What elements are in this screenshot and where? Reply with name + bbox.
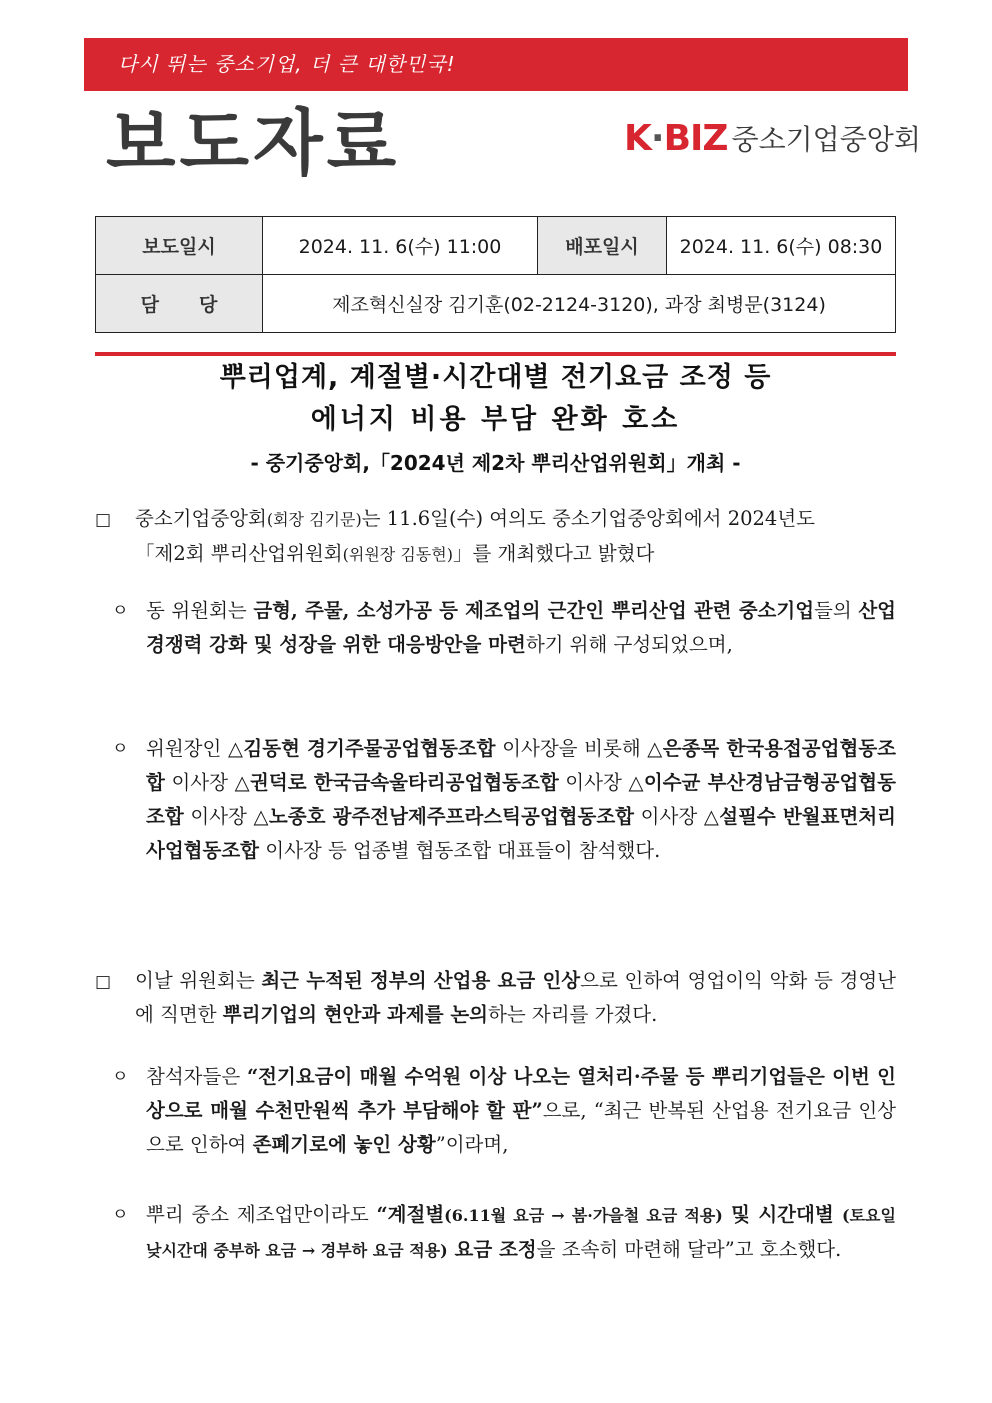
paragraph-2: ㅇ 동 위원회는 금형, 주물, 소성가공 등 제조업의 근간인 뿌리산업 관련 중소기업들의 산업 경쟁력 강화 및 성장을 위한 대응방안을 마련하기 위해 구성되었으며, (112, 594, 896, 662)
logo-mark: K·BIZ (624, 117, 728, 159)
paragraph-1: □ 중소기업중앙회(회장 김기문)는 11.6일(수) 여의도 중소기업중앙회에서 2024년도 「제2회 뿌리산업위원회(위원장 김동현)」를 개최했다고 밝혔다 (95, 502, 896, 572)
contact-label: 담당 (96, 275, 263, 333)
square-bullet-icon: □ (95, 972, 112, 992)
release-date-value: 2024. 11. 6(수) 11:00 (263, 217, 538, 275)
press-release-title: 보도자료 (106, 101, 401, 185)
release-info-table (95, 216, 896, 333)
slogan-banner (84, 38, 908, 91)
slogan-text: 다시 뛰는 중소기업, 더 큰 대한민국! (118, 52, 456, 76)
paragraph-3: ㅇ 위원장인 △김동현 경기주물공업협동조합 이사장을 비롯해 △은종목 한국용접공업협동조합 이사장 △권덕로 한국금속울타리공업협동조합 이사장 △이수균 부산경남금형공업협동조합 이사장 △노종호 광주전남제주프라스틱공업협동조합 이사장 △설필수 반월표면처리사업협동조합 이사장 등 업종별 협동조합 대표들이 참석했다. (112, 732, 896, 868)
circle-bullet-icon: ㅇ (112, 601, 129, 621)
circle-bullet-icon: ㅇ (112, 1205, 129, 1225)
paragraph-4: □ 이날 위원회는 최근 누적된 정부의 산업용 요금 인상으로 인하여 영업이익 악화 등 경영난에 직면한 뿌리기업의 현안과 과제를 논의하는 자리를 가졌다. (95, 964, 896, 1032)
circle-bullet-icon: ㅇ (112, 1067, 129, 1087)
headline-subtitle: - 중기중앙회,「2024년 제2차 뿌리산업위원회」개최 - (250, 451, 741, 475)
release-date-label: 보도일시 (96, 217, 263, 275)
distribution-date-label: 배포일시 (538, 217, 667, 275)
paragraph-5: ㅇ 참석자들은 “전기요금이 매월 수억원 이상 나오는 열처리·주물 등 뿌리기업들은 이번 인상으로 매월 수천만원씩 추가 부담해야 할 판”으로, “최근 반복된 산업용 전기요금 인상으로 인하여 존폐기로에 놓인 상황”이라며, (112, 1060, 896, 1162)
distribution-date-value: 2024. 11. 6(수) 08:30 (667, 217, 896, 275)
logo-name: 중소기업중앙회 (731, 123, 921, 156)
headline-divider (95, 352, 896, 356)
paragraph-6: ㅇ 뿌리 중소 제조업만이라도 “계절별(6.11월 요금 → 봄·가을철 요금 적용) 및 시간대별 (토요일 낮시간대 중부하 요금 → 경부하 요금 적용) 요금 조정을 조속히 마련해 달라”고 호소했다. (112, 1198, 896, 1268)
square-bullet-icon: □ (95, 510, 112, 530)
contact-value: 제조혁신실장 김기훈(02-2124-3120), 과장 최병문(3124) (263, 275, 896, 333)
headline-line-2: 에너지 비용 부담 완화 호소 (310, 404, 681, 435)
headline-line-1: 뿌리업계, 계절별·시간대별 전기요금 조정 등 (219, 362, 772, 393)
circle-bullet-icon: ㅇ (112, 739, 129, 759)
kbiz-logo (624, 116, 921, 160)
